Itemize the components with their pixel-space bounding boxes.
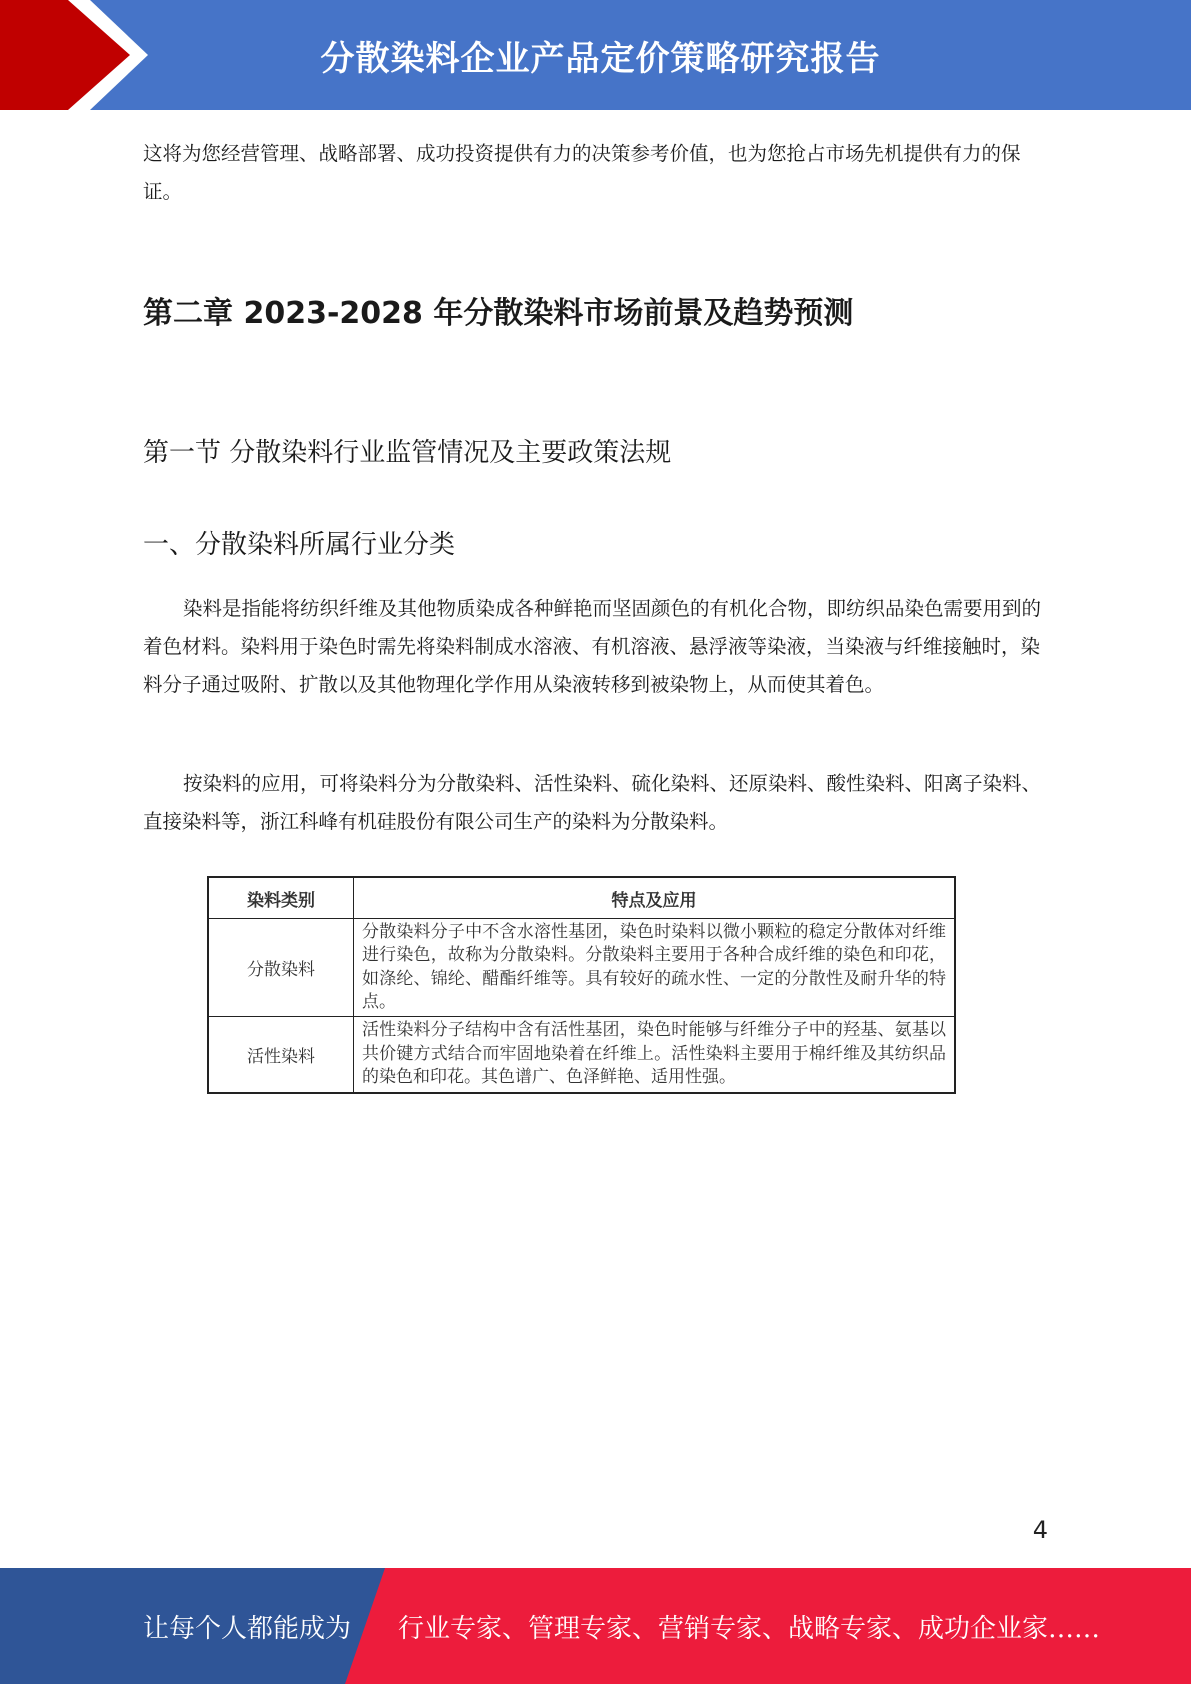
table-cell-category: 分散染料	[208, 919, 354, 1017]
body-paragraph: 按染料的应用，可将染料分为分散染料、活性染料、硫化染料、还原染料、酸性染料、阳离子染料、直接染料等，浙江科峰有机硅股份有限公司生产的染料为分散染料。	[143, 772, 1042, 833]
subsection-heading: 一、分散染料所属行业分类	[143, 530, 456, 560]
table-row	[208, 1017, 955, 1093]
table-header-row	[208, 877, 955, 919]
table-row	[208, 919, 955, 1017]
table-cell-category: 活性染料	[208, 1017, 354, 1093]
body-paragraph: 染料是指能将纺织纤维及其他物质染成各种鲜艳而坚固颜色的有机化合物，即纺织品染色需要用到的着色材料。染料用于染色时需先将染料制成水溶液、有机溶液、悬浮液等染液，当染液与纤维接触时，染料分子通过吸附、扩散以及其他物理化学作用从染液转移到被染物上，从而使其着色。	[143, 597, 1042, 696]
page-number: 4	[1032, 1516, 1048, 1544]
page-header	[0, 0, 1191, 110]
column-header-category: 染料类别	[208, 877, 354, 919]
chapter-heading: 第二章 2023-2028 年分散染料市场前景及趋势预测	[143, 296, 854, 331]
section-heading: 第一节 分散染料行业监管情况及主要政策法规	[143, 438, 672, 468]
table-cell-description: 活性染料分子结构中含有活性基团，染色时能够与纤维分子中的羟基、氨基以共价键方式结合而牢固地染着在纤维上。活性染料主要用于棉纤维及其纺织品的染色和印花。其色谱广、色泽鲜艳、适用性强。	[354, 1017, 956, 1093]
footer-slogan-left: 让每个人都能成为	[143, 1613, 352, 1644]
report-title: 分散染料企业产品定价策略研究报告	[320, 38, 881, 79]
intro-paragraph: 这将为您经营管理、战略部署、成功投资提供有力的决策参考价值，也为您抢占市场先机提供有力的保证。	[143, 142, 1021, 203]
data-table	[207, 876, 956, 1094]
page-footer	[0, 1568, 1191, 1684]
column-header-features: 特点及应用	[354, 877, 956, 919]
header-chevron-icon	[0, 0, 160, 110]
dye-classification-table	[207, 876, 956, 1094]
table-cell-description: 分散染料分子中不含水溶性基团，染色时染料以微小颗粒的稳定分散体对纤维进行染色，故称为分散染料。分散染料主要用于各种合成纤维的染色和印花，如涤纶、锦纶、醋酯纤维等。具有较好的疏水性、一定的分散性及耐升华的特点。	[354, 919, 956, 1017]
footer-slogan-right: 行业专家、管理专家、营销专家、战略专家、成功企业家……	[398, 1613, 1101, 1644]
